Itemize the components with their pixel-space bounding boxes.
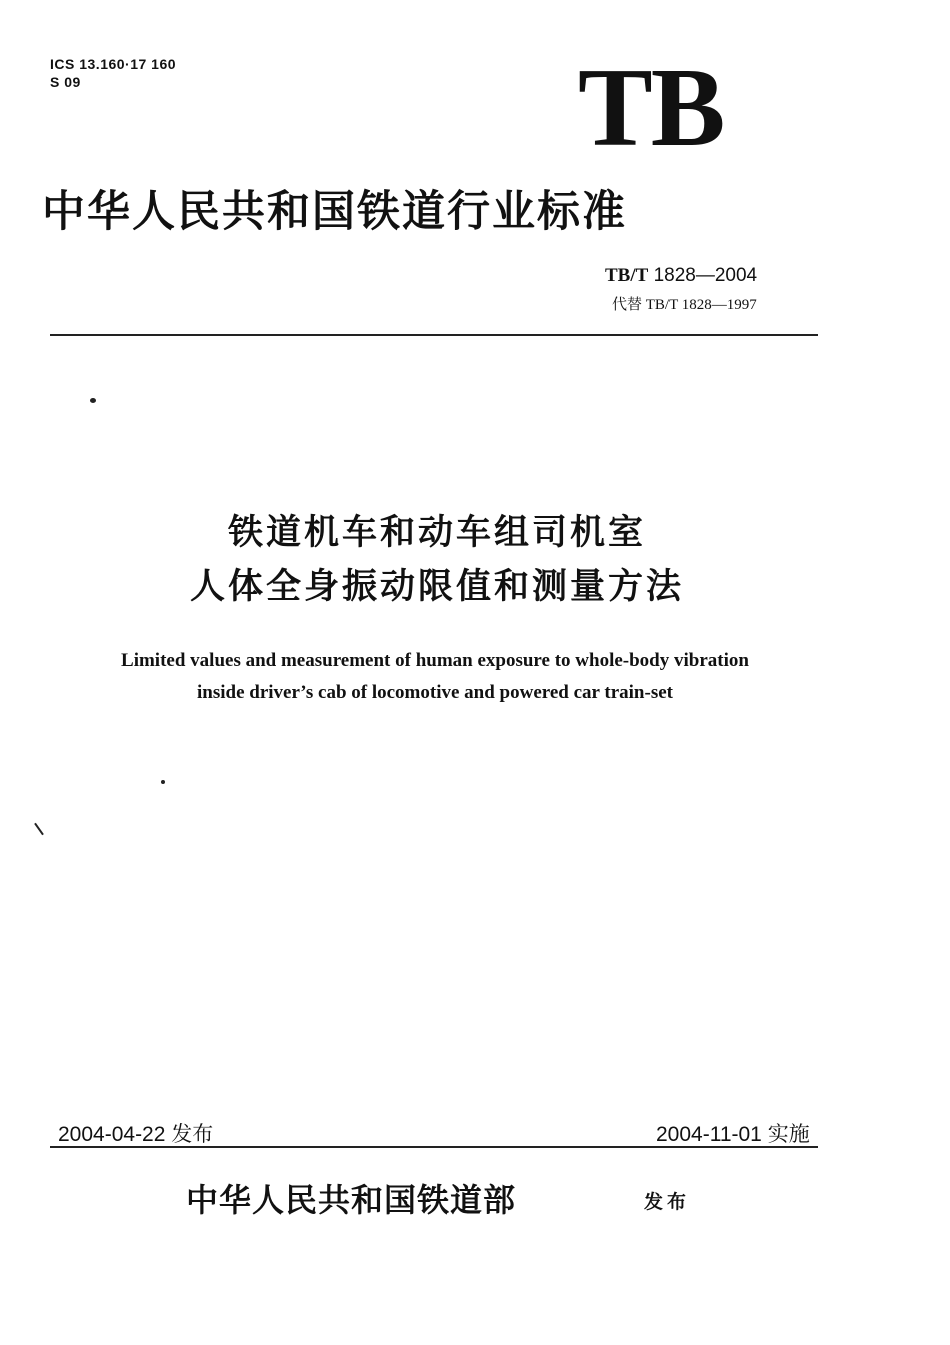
issuer: 中华人民共和国铁道部	[186, 1181, 517, 1219]
title-en-line2: inside driver’s cab of locomotive and powered car train-set	[197, 682, 673, 703]
title-cn-line1: 铁道机车和动车组司机室	[227, 513, 646, 553]
standard-code	[605, 264, 757, 288]
tb-logo: TB	[578, 46, 724, 170]
category-line: S 09	[50, 74, 81, 90]
standard-prefix: TB/T	[605, 265, 649, 286]
replaces-standard: 代替 TB/T 1828—1997	[612, 297, 757, 313]
publish-date: 2004-04-22 发布	[58, 1123, 214, 1146]
scan-mark	[34, 823, 44, 836]
ics-classification	[50, 55, 176, 91]
org-title: 中华人民共和国铁道行业标准	[42, 187, 627, 237]
header-divider	[50, 334, 818, 336]
scan-speck	[161, 780, 165, 784]
footer-divider	[50, 1146, 818, 1148]
standard-number: 1828—2004	[653, 265, 758, 286]
title-en-line1: Limited values and measurement of human exposure to whole-body vibration	[121, 650, 749, 671]
ics-line: ICS 13.160·17 160	[50, 56, 177, 72]
scan-speck	[90, 398, 96, 403]
implement-date: 2004-11-01 实施	[656, 1123, 810, 1146]
title-cn-line2: 人体全身振动限值和测量方法	[189, 567, 684, 607]
issuer-suffix: 发布	[644, 1191, 691, 1213]
